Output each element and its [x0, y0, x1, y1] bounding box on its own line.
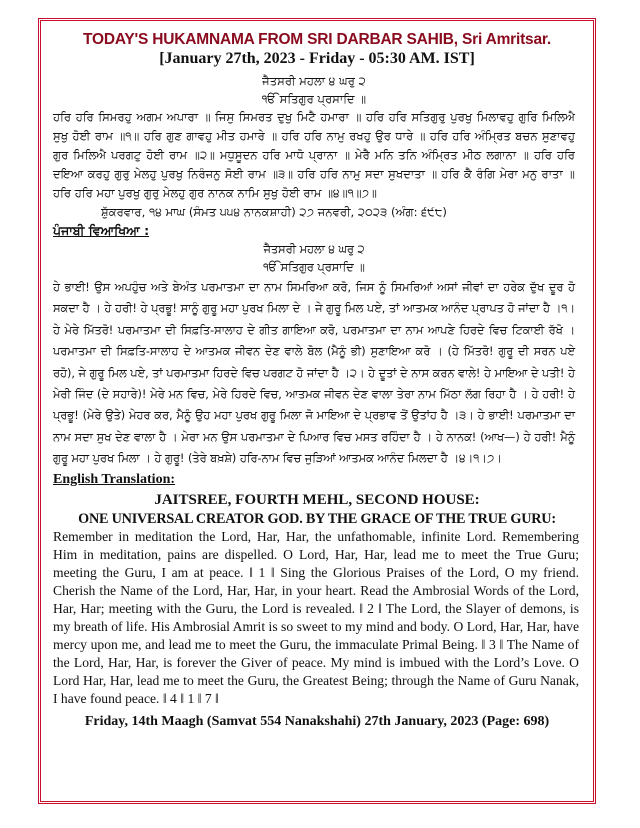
date-line: [January 27th, 2023 - Friday - 05:30 AM. IST]	[159, 50, 475, 67]
english-translation-label: English Translation:	[53, 471, 176, 487]
gurbani-heading-raag: ਜੈਤਸਰੀ ਮਹਲਾ ੪ ਘਰੁ ੨	[262, 74, 366, 88]
punjabi-vyakhya-label: ਪੰਜਾਬੀ ਵਿਆਖਿਆ :	[53, 223, 150, 238]
footer-date-line: Friday, 14th Maagh (Samvat 554 Nanakshahi) 27th January, 2023 (Page: 698)	[84, 713, 550, 729]
punjabi-vyakhya-section	[53, 241, 575, 470]
vyakhya-heading-mool: ੴ ਸਤਿਗੁਰ ਪ੍ਰਸਾਦਿ ॥	[263, 261, 365, 274]
punjabi-date-line: ਸ਼ੁੱਕਰਵਾਰ, ੧੪ ਮਾਘ (ਸੰਮਤ ੫੫੪ ਨਾਨਕਸ਼ਾਹੀ) ੨੭ ਜਨਵਰੀ, ੨੦੨੩ (ਅੰਗ: ੬੯੮)	[101, 205, 447, 219]
hukamnama-page	[38, 18, 596, 804]
gurbani-heading-mool: ੴ ਸਤਿਗੁਰ ਪ੍ਰਸਾਦਿ ॥	[261, 92, 367, 106]
gurbani-text: ਹਰਿ ਹਰਿ ਸਿਮਰਹੁ ਅਗਮ ਅਪਾਰਾ ॥ ਜਿਸੁ ਸਿਮਰਤ ਦੁਖੁ ਮਿਟੈ ਹਮਾਰਾ ॥ ਹਰਿ ਹਰਿ ਸਤਿਗੁਰੁ ਪੁਰਖੁ ਮਿਲਾਵਹੁ ਗੁਰਿ ਮਿਲਿਐ ਸੁਖੁ ਹੋਈ ਰਾਮ ॥੧॥ ਹਰਿ ਗੁਣ ਗਾਵਹੁ ਮੀਤ ਹਮਾਰੇ ॥ ਹਰਿ ਹਰਿ ਨਾਮੁ ਰਖਹੁ ਉਰ ਧਾਰੇ ॥ ਹਰਿ ਹਰਿ ਅੰਮ੍ਰਿਤ ਬਚਨ ਸੁਣਾਵਹੁ ਗੁਰ ਮਿਲਿਐ ਪਰਗਟੁ ਹੋਈ ਰਾਮ ॥੨॥ ਮਧੁਸੂਦਨ ਹਰਿ ਮਾਧੋ ਪ੍ਰਾਨਾ ॥ ਮੇਰੈ ਮਨਿ ਤਨਿ ਅੰਮ੍ਰਿਤ ਮੀਠ ਲਗਾਨਾ ॥ ਹਰਿ ਹਰਿ ਦਇਆ ਕਰਹੁ ਗੁਰੁ ਮੇਲਹੁ ਪੁਰਖੁ ਨਿਰੰਜਨੁ ਸੋਈ ਰਾਮ ॥੩॥ ਹਰਿ ਹਰਿ ਨਾਮੁ ਸਦਾ ਸੁਖਦਾਤਾ ॥ ਹਰਿ ਕੈ ਰੰਗਿ ਮੇਰਾ ਮਨੁ ਰਾਤਾ ॥ ਹਰਿ ਹਰਿ ਮਹਾ ਪੁਰਖੁ ਗੁਰੁ ਮੇਲਹੁ ਗੁਰ ਨਾਨਕ ਨਾਮਿ ਸੁਖੁ ਹੋਈ ਰਾਮ ॥੪॥੧॥੭॥	[53, 110, 575, 200]
english-translation-text: Remember in meditation the Lord, Har, Har, the unfathomable, infinite Lord. Remembering Him in meditation, pains are dispelled. O Lord, Har, Har, lead me to meet the True Guru; meeting the Guru, I am at peace. ‖ 1 ‖ Sing the Glorious Praises of the Lord, O my friend. Cherish the Name of the Lord, Har, Har, in your heart. Read the Ambrosial Words of the Lord, Har, Har; meeting with the Guru, the Lord is revealed. ‖ 2 ‖ The Lord, the Slayer of demons, is my breath of life. His Ambrosial Amrit is so sweet to my mind and body. O Lord, Har, Har, have mercy upon me, and lead me to meet the Guru, the immaculate Primal Being. ‖ 3 ‖ The Name of the Lord, Har, Har, is forever the Giver of peace. My mind is imbued with the Lord’s Love. O Lord Har, Har, lead me to meet the Guru, the Greatest Being; through the Name of Guru Nanak, I have found peace. ‖ 4 ‖ 1 ‖ 7 ‖	[53, 528, 579, 706]
page-title: TODAY'S HUKAMNAMA FROM SRI DARBAR SAHIB, Sri Amritsar.	[83, 31, 551, 48]
gurbani-section	[53, 72, 575, 203]
vyakhya-heading-raag: ਜੈਤਸਰੀ ਮਹਲਾ ੪ ਘਰੁ ੨	[263, 243, 365, 256]
vyakhya-text: ਹੇ ਭਾਈ! ਉਸ ਅਪਹੁੰਚ ਅਤੇ ਬੇਅੰਤ ਪਰਮਾਤਮਾ ਦਾ ਨਾਮ ਸਿਮਰਿਆ ਕਰੋ, ਜਿਸ ਨੂੰ ਸਿਮਰਿਆਂ ਅਸਾਂ ਜੀਵਾਂ ਦਾ ਹਰੇਕ ਦੁੱਖ ਦੂਰ ਹੋ ਸਕਦਾ ਹੈ । ਹੇ ਹਰੀ! ਹੇ ਪ੍ਰਭੂ! ਸਾਨੂੰ ਗੁਰੂ ਮਹਾ ਪੁਰਖ ਮਿਲਾ ਦੇ । ਜੇ ਗੁਰੂ ਮਿਲ ਪਏ, ਤਾਂ ਆਤਮਕ ਆਨੰਦ ਪ੍ਰਾਪਤ ਹੋ ਜਾਂਦਾ ਹੈ ।੧। ਹੇ ਮੇਰੇ ਮਿੱਤਰੋ! ਪਰਮਾਤਮਾ ਦੀ ਸਿਫ਼ਤਿ-ਸਾਲਾਹ ਦੇ ਗੀਤ ਗਾਇਆ ਕਰੋ, ਪਰਮਾਤਮਾ ਦਾ ਨਾਮ ਆਪਣੇ ਹਿਰਦੇ ਵਿਚ ਟਿਕਾਈ ਰੱਖੋ । ਪਰਮਾਤਮਾ ਦੀ ਸਿਫ਼ਤਿ-ਸਾਲਾਹ ਦੇ ਆਤਮਕ ਜੀਵਨ ਦੇਣ ਵਾਲੇ ਬੋਲ (ਮੈਨੂੰ ਭੀ) ਸੁਣਾਇਆ ਕਰੋ । (ਹੇ ਮਿੱਤਰੋ! ਗੁਰੂ ਦੀ ਸਰਨ ਪਏ ਰਹੋ), ਜੇ ਗੁਰੂ ਮਿਲ ਪਏ, ਤਾਂ ਪਰਮਾਤਮਾ ਹਿਰਦੇ ਵਿਚ ਪਰਗਟ ਹੋ ਜਾਂਦਾ ਹੈ ।੨। ਹੇ ਦੂਤਾਂ ਦੇ ਨਾਸ ਕਰਨ ਵਾਲੇ! ਹੇ ਮਾਇਆ ਦੇ ਪਤੀ! ਹੇ ਮੇਰੀ ਜਿੰਦ (ਦੇ ਸਹਾਰੇ)! ਮੇਰੇ ਮਨ ਵਿਚ, ਮੇਰੇ ਹਿਰਦੇ ਵਿਚ, ਆਤਮਕ ਜੀਵਨ ਦੇਣ ਵਾਲਾ ਤੇਰਾ ਨਾਮ ਮਿੱਠਾ ਲੱਗ ਰਿਹਾ ਹੈ । ਹੇ ਹਰੀ! ਹੇ ਪ੍ਰਭੂ! (ਮੇਰੇ ਉਤੇ) ਮੇਹਰ ਕਰ, ਮੈਨੂੰ ਉਹ ਮਹਾ ਪੁਰਖ ਗੁਰੂ ਮਿਲਾ ਜੋ ਮਾਇਆ ਦੇ ਪ੍ਰਭਾਵ ਤੋਂ ਉਤਾਂਹ ਹੈ ।੩। ਹੇ ਭਾਈ! ਪਰਮਾਤਮਾ ਦਾ ਨਾਮ ਸਦਾ ਸੁਖ ਦੇਣ ਵਾਲਾ ਹੈ । ਮੇਰਾ ਮਨ ਉਸ ਪਰਮਾਤਮਾ ਦੇ ਪਿਆਰ ਵਿਚ ਮਸਤ ਰਹਿੰਦਾ ਹੈ । ਹੇ ਨਾਨਕ! (ਆਖ—) ਹੇ ਹਰੀ! ਮੈਨੂੰ ਗੁਰੂ ਮਹਾ ਪੁਰਖ ਮਿਲਾ । ਹੇ ਗੁਰੂ! (ਤੇਰੇ ਬਖ਼ਸ਼ੇ) ਹਰਿ-ਨਾਮ ਵਿਚ ਜੁੜਿਆਂ ਆਤਮਕ ਆਨੰਦ ਮਿਲਦਾ ਹੈ ।੪।੧।੭।	[53, 281, 575, 466]
english-heading-mool: ONE UNIVERSAL CREATOR GOD. BY THE GRACE OF THE TRUE GURU:	[78, 510, 556, 527]
english-heading-raag: JAITSREE, FOURTH MEHL, SECOND HOUSE:	[154, 491, 480, 508]
